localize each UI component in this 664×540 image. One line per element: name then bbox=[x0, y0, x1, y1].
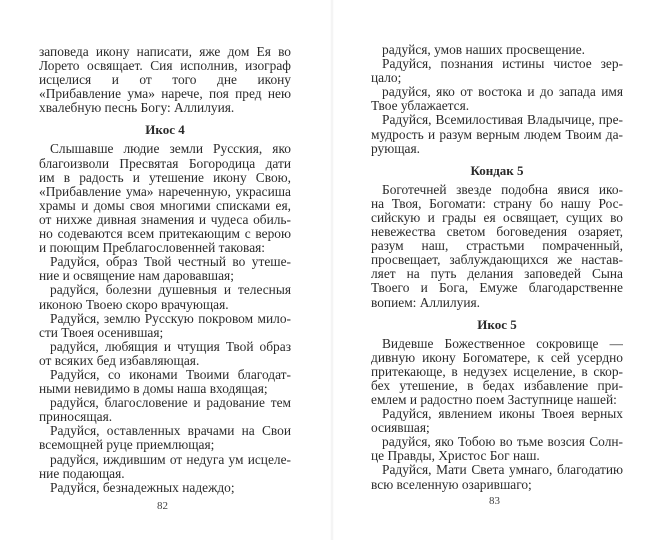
paragraph bbox=[39, 142, 291, 255]
text-line: радуйся, благословение и радование тем bbox=[50, 396, 291, 411]
right-page bbox=[371, 43, 623, 492]
text-line: ние и освящение нам даровавшая; bbox=[39, 268, 234, 284]
text-line: приносящая. bbox=[39, 409, 113, 425]
text-line: рующая. bbox=[371, 140, 420, 156]
text-line: ляет на путь делания заповедей Сына bbox=[371, 267, 623, 282]
text-line: ными невидимо в домы наша входящая; bbox=[39, 381, 268, 397]
text-line: на Твоя, Богомати: страну бо нашу Рос- bbox=[371, 196, 623, 211]
paragraph bbox=[371, 463, 623, 491]
text-line: разум наш, страстьми помраченный, bbox=[371, 239, 623, 254]
text-line: Твое ублажается. bbox=[371, 98, 470, 114]
book-gutter bbox=[330, 0, 334, 540]
text-line: Радуйся, образ Твой честный во утеше- bbox=[50, 255, 291, 270]
text-line: радуйся, умов наших просвещение. bbox=[382, 42, 585, 57]
text-line: мудрость и разум верным людем Твоим да- bbox=[371, 127, 623, 142]
section-heading: Кондак 5 bbox=[470, 162, 524, 178]
text-line: радуйся, яко Тобою во тьме возсия Солн- bbox=[382, 435, 623, 450]
text-line: исцелися и от того дне икону bbox=[39, 73, 291, 88]
text-line: Радуйся, со иконами Твоими благодат- bbox=[50, 367, 291, 382]
left-page bbox=[39, 45, 291, 495]
paragraph bbox=[39, 283, 291, 311]
text-line: просвещает, заблуждающихся же настав- bbox=[371, 253, 623, 268]
text-line: Радуйся, познания истины чистое зер- bbox=[382, 57, 623, 72]
text-line: хвалебную песнь Богу: Аллилуия. bbox=[39, 100, 235, 116]
page-number-right: 83 bbox=[489, 495, 500, 507]
text-line: ние подающая. bbox=[39, 465, 125, 481]
text-line: Радуйся, явлением иконы Твоея верных bbox=[382, 407, 623, 422]
text-line: вопием: Аллилуия. bbox=[371, 294, 480, 310]
text-line: дивную икону Богоматере, к сей усердно bbox=[371, 350, 623, 365]
text-line: притекающе, в недузех исцеление, в скор- bbox=[371, 364, 623, 379]
text-line: сти Твоея осенившая; bbox=[39, 324, 164, 340]
text-line: от нихже дивная знамения и чудеса обиль- bbox=[39, 212, 291, 227]
text-line: сийскую и грады ея освящает, сущих во bbox=[371, 210, 623, 225]
paragraph bbox=[371, 407, 623, 435]
text-line: Лорето освящает. Сия исполнив, изограф bbox=[39, 59, 291, 74]
paragraph bbox=[371, 435, 623, 463]
paragraph bbox=[39, 396, 291, 424]
paragraph bbox=[39, 255, 291, 283]
paragraph bbox=[39, 45, 291, 115]
text-line: от всяких бед избавляющая. bbox=[39, 352, 200, 368]
text-line: Радуйся, оставленных врачами на Свои bbox=[50, 424, 291, 439]
text-line: «Прибавление ума» нарече, поя пред нею bbox=[39, 87, 291, 102]
paragraph bbox=[39, 424, 291, 452]
paragraph bbox=[39, 453, 291, 481]
text-line: им в радость и утешение икону Свою, bbox=[39, 170, 291, 185]
text-line: иконою Твоею скоро врачующая. bbox=[39, 296, 229, 312]
text-line: Боготечней звезде подобна явися ико- bbox=[382, 182, 623, 197]
page-number-left: 82 bbox=[157, 500, 168, 512]
text-line: радуйся, болезни душевныя и телесныя bbox=[50, 283, 291, 298]
text-line: Слышавше людие земли Русския, яко bbox=[50, 142, 291, 157]
paragraph bbox=[371, 183, 623, 310]
text-line: Радуйся, Всемилостивая Владычице, пре- bbox=[382, 113, 623, 128]
text-line: невежества светом боговедения озаряет, bbox=[371, 225, 623, 240]
paragraph bbox=[39, 368, 291, 396]
text-line: радуйся, яко от востока и до запада имя bbox=[382, 85, 623, 100]
text-line: но содеваются всем притекающим с верою bbox=[39, 227, 291, 242]
text-line: Твоего и Бога, Емуже благодарственне bbox=[371, 281, 623, 296]
section-heading: Икос 4 bbox=[145, 122, 185, 138]
section-heading: Икос 5 bbox=[477, 316, 517, 332]
text-line: Радуйся, землю Русскую покровом мило- bbox=[50, 311, 291, 326]
text-line: цало; bbox=[371, 70, 402, 86]
text-line: благоизволи Пресвятая Богородица дати bbox=[39, 156, 291, 171]
text-line: заповеда икону написати, яже дом Ея во bbox=[39, 45, 291, 59]
text-line: радуйся, иждившим от недуга ум исцеле- bbox=[50, 452, 291, 467]
paragraph bbox=[39, 481, 291, 495]
text-line: храмы и домы своя многими списками ея, bbox=[39, 198, 291, 213]
paragraph bbox=[371, 85, 623, 113]
text-line: бех утешение, в бедах избавление при- bbox=[371, 378, 623, 393]
text-line: Радуйся, Мати Света умнаго, благодатию bbox=[382, 463, 623, 478]
text-line: всемощней руце приемлющая; bbox=[39, 437, 215, 453]
text-line: це Правды, Христос Бог наш. bbox=[371, 448, 540, 464]
paragraph bbox=[39, 340, 291, 368]
text-line: Радуйся, безнадежных надеждо; bbox=[50, 479, 235, 495]
paragraph bbox=[371, 337, 623, 407]
text-line: и поющим Преблагословенней таковая: bbox=[39, 240, 266, 256]
text-line: всю вселенную озарившаго; bbox=[371, 476, 532, 492]
text-line: Видевше Божественное сокровище — bbox=[382, 336, 623, 351]
text-line: радуйся, любящия и чтущия Твой образ bbox=[50, 339, 291, 354]
paragraph bbox=[39, 312, 291, 340]
text-line: емлем и радостно поем Заступнице нашей: bbox=[371, 391, 617, 407]
paragraph bbox=[371, 57, 623, 85]
paragraph bbox=[371, 113, 623, 155]
text-line: осиявшая; bbox=[371, 420, 430, 436]
text-line: «Прибавление ума» нареченную, украсиша bbox=[39, 184, 291, 199]
paragraph bbox=[371, 43, 623, 57]
